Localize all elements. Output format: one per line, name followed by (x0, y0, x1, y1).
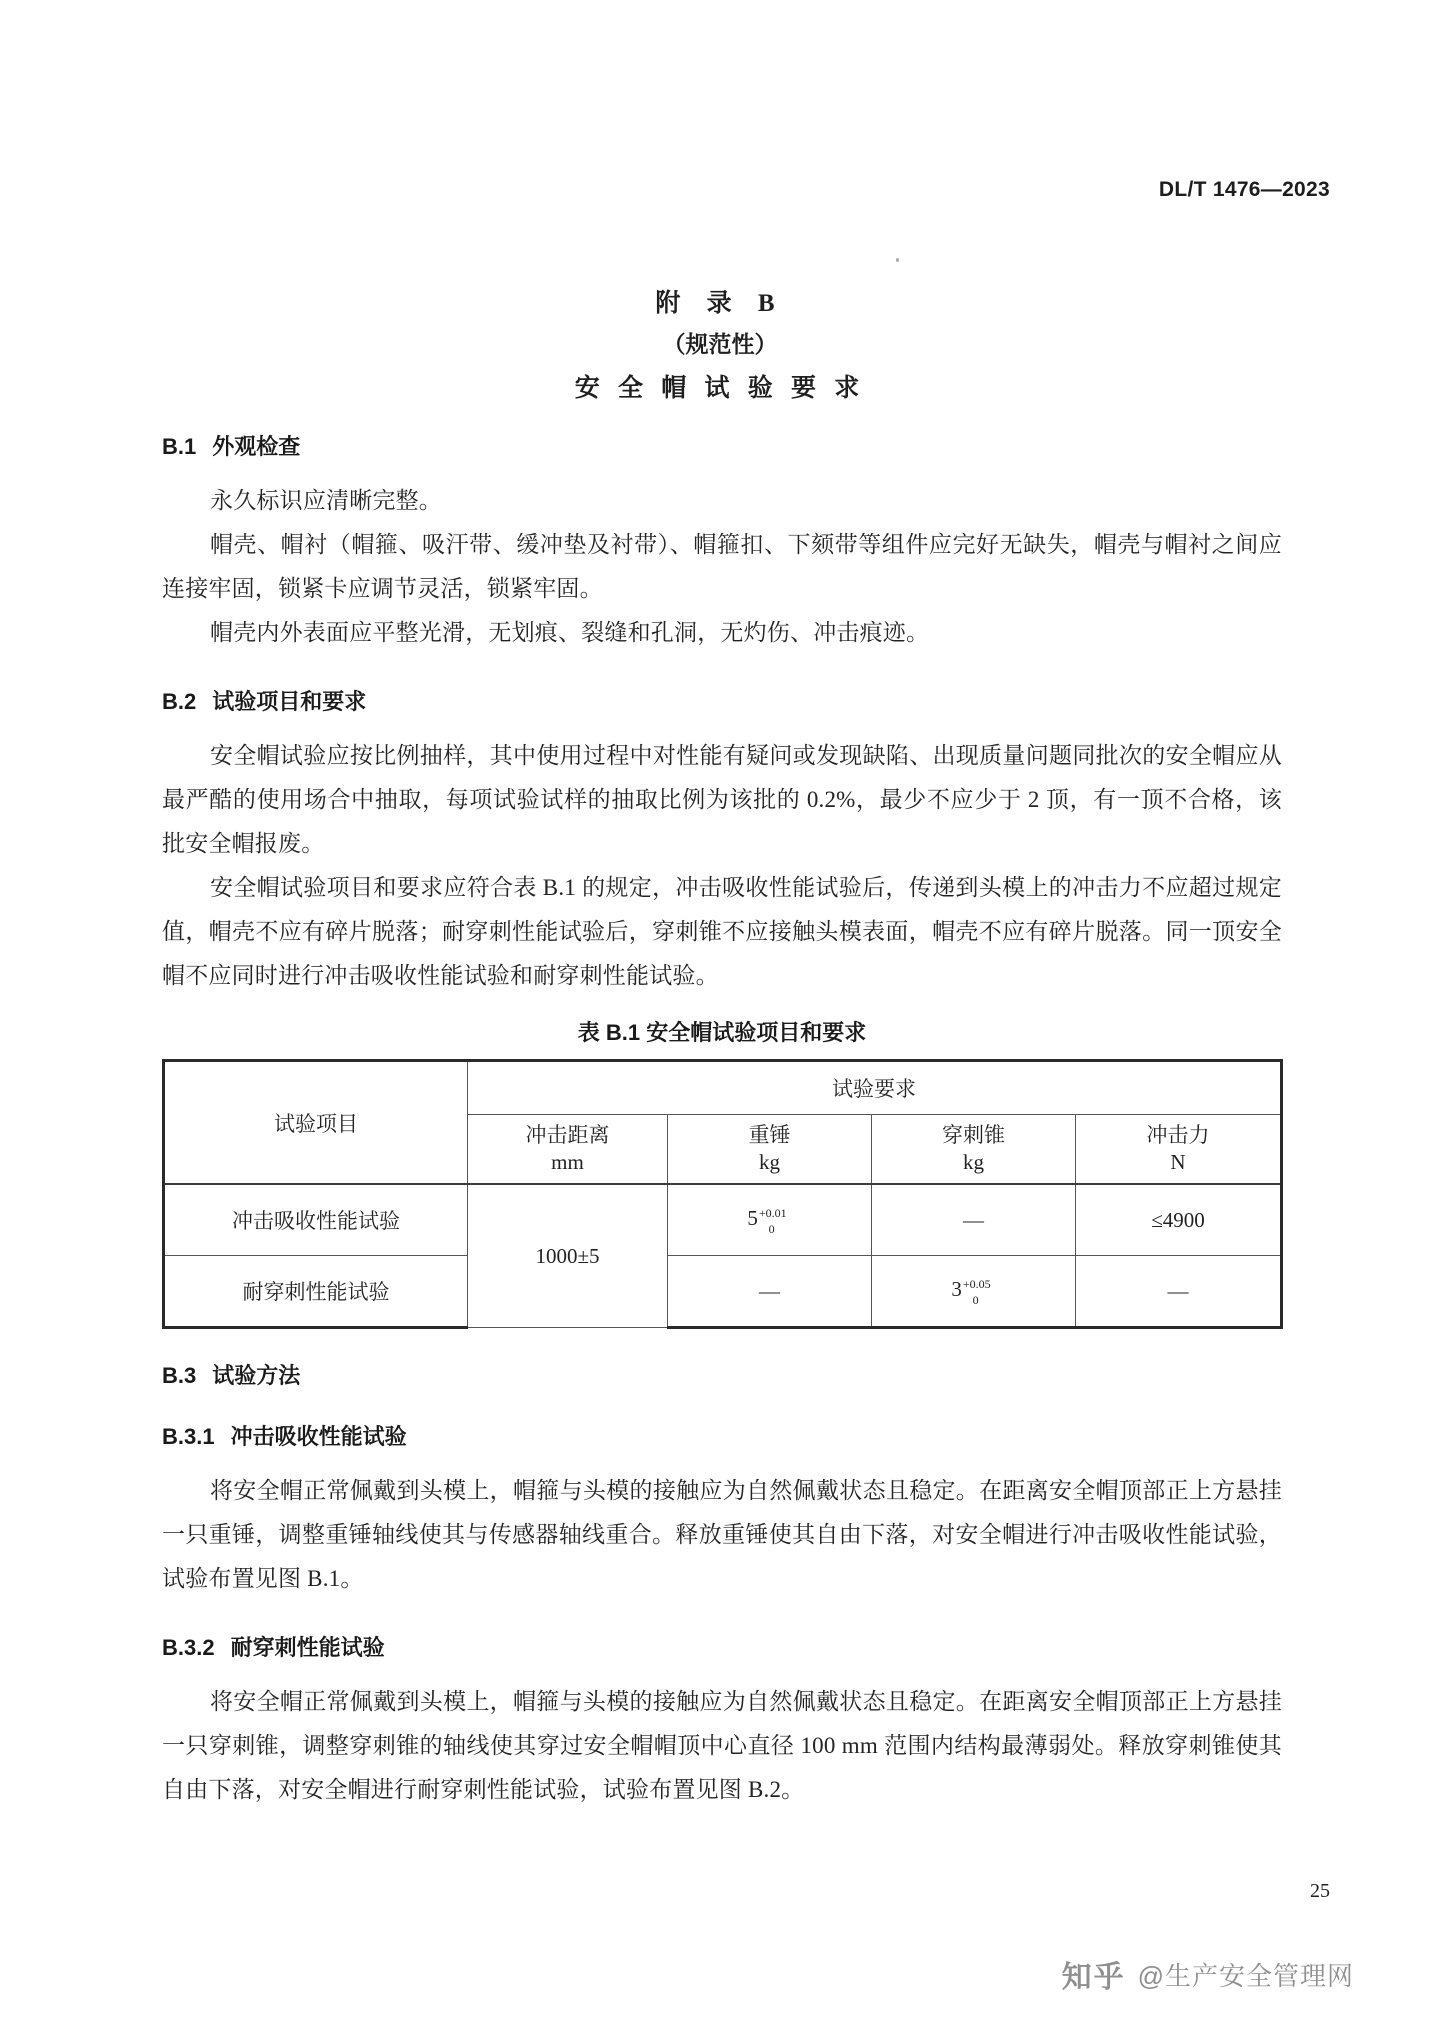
col-distance-name: 冲击距离 (525, 1123, 610, 1147)
annex-title: 附 录 B (655, 290, 785, 317)
row1-hammer-sup: +0.01 (758, 1205, 787, 1220)
row2-item: 耐穿刺性能试验 (164, 1256, 468, 1328)
clause-title-b1: 外观检查 (212, 434, 301, 459)
zhihu-logo-icon: 知乎 (1061, 1961, 1126, 1994)
col-hammer-name: 重锤 (748, 1123, 791, 1147)
paragraph-b32-1: 将安全帽正常佩戴到头模上，帽箍与头模的接触应为自然佩戴状态且稳定。在距离安全帽顶部正上方悬挂一只穿刺锥，调整穿刺锥的轴线使其穿过安全帽帽顶中心直径 100 mm 范围内结构最薄弱处。释放穿刺锥使其自由下落，对安全帽进行耐穿刺性能试验，试验布置见图 B.2。 (162, 1689, 1282, 1802)
clause-heading-b32 (162, 1631, 1282, 1662)
col-hammer-unit: kg (759, 1150, 780, 1174)
annex-name: 安 全 帽 试 验 要 求 (574, 375, 866, 402)
table-header-col-distance (468, 1115, 668, 1185)
clause-number-b3: B.3 (162, 1363, 197, 1388)
clause-heading-b3 (162, 1359, 1282, 1390)
col-force-name: 冲击力 (1146, 1123, 1210, 1147)
table-caption: 表 B.1 安全帽试验项目和要求 (577, 1020, 867, 1045)
clause-title-b32: 耐穿刺性能试验 (230, 1635, 385, 1660)
table-header-requirement: 试验要求 (468, 1061, 1282, 1115)
row2-hammer: — (668, 1256, 872, 1328)
clause-number-b2: B.2 (162, 689, 197, 714)
row1-hammer (668, 1184, 872, 1256)
table-header-col-cone (872, 1115, 1076, 1185)
table-header-col-hammer (668, 1115, 872, 1185)
paragraph-b1-2: 帽壳、帽衬（帽箍、吸汗带、缓冲垫及衬带）、帽箍扣、下颏带等组件应完好无缺失，帽壳与帽衬之间应连接牢固，锁紧卡应调节灵活，锁紧牢固。 (162, 532, 1282, 601)
clause-heading-b2 (162, 685, 1282, 716)
row2-force: — (1076, 1256, 1282, 1328)
row2-cone-sub: 0 (972, 1293, 979, 1308)
col-distance-unit: mm (551, 1150, 584, 1174)
document-body (162, 430, 1282, 1812)
clause-number-b32: B.3.2 (162, 1635, 215, 1660)
row1-distance: 1000±5 (468, 1184, 668, 1328)
row1-cone: — (872, 1184, 1076, 1256)
running-header-standard-code: DL/T 1476—2023 (1158, 178, 1330, 201)
clause-heading-b31 (162, 1420, 1282, 1451)
clause-number-b1: B.1 (162, 434, 197, 459)
row1-item: 冲击吸收性能试验 (164, 1184, 468, 1256)
clause-heading-b1 (162, 430, 1282, 461)
clause-title-b31: 冲击吸收性能试验 (230, 1424, 407, 1449)
row1-hammer-base: 5 (747, 1205, 758, 1230)
paragraph-b2-2: 安全帽试验项目和要求应符合表 B.1 的规定，冲击吸收性能试验后，传递到头模上的冲击力不应超过规定值，帽壳不应有碎片脱落；耐穿刺性能试验后，穿刺锥不应接触头模表面，帽壳不应有碎片脱落。同一顶安全帽不应同时进行冲击吸收性能试验和耐穿刺性能试验。 (162, 875, 1282, 988)
table-b1 (162, 1059, 1283, 1329)
row1-hammer-value (747, 1205, 791, 1237)
row1-hammer-sub: 0 (768, 1222, 775, 1237)
clause-number-b31: B.3.1 (162, 1424, 215, 1449)
col-force-unit: N (1170, 1150, 1186, 1174)
table-row (164, 1256, 1282, 1328)
paragraph-b1-3: 帽壳内外表面应平整光滑，无划痕、裂缝和孔洞，无灼伤、冲击痕迹。 (210, 620, 930, 645)
paragraph-b1-1: 永久标识应清晰完整。 (210, 488, 442, 513)
row2-cone-value (951, 1276, 995, 1308)
col-cone-name: 穿刺锥 (942, 1123, 1005, 1147)
col-cone-unit: kg (963, 1150, 984, 1174)
clause-title-b2: 试验项目和要求 (212, 689, 367, 714)
scan-speck-artifact (896, 258, 899, 262)
table-header-col-force (1076, 1115, 1282, 1185)
annex-subtitle: （规范性） (662, 332, 778, 357)
paragraph-b2-1: 安全帽试验应按比例抽样，其中使用过程中对性能有疑问或发现缺陷、出现质量问题同批次的安全帽应从最严酷的使用场合中抽取，每项试验试样的抽取比例为该批的 0.2%，最少不应少于 2 顶，有一顶不合格，该批安全帽报废。 (162, 743, 1282, 856)
watermark-account-name: @生产安全管理网 (1137, 1960, 1354, 1991)
row2-cone-base: 3 (951, 1276, 962, 1301)
watermark (1062, 1952, 1354, 1996)
row1-force: ≤4900 (1076, 1184, 1282, 1256)
page-number: 25 (1310, 1880, 1330, 1902)
clause-title-b3: 试验方法 (212, 1363, 301, 1388)
paragraph-b31-1: 将安全帽正常佩戴到头模上，帽箍与头模的接触应为自然佩戴状态且稳定。在距离安全帽顶部正上方悬挂一只重锤，调整重锤轴线使其与传感器轴线重合。释放重锤使其自由下落，对安全帽进行冲击吸收性能试验，试验布置见图 B.1。 (162, 1478, 1282, 1591)
table-header-row-top (164, 1061, 1282, 1115)
row2-cone-sup: +0.05 (962, 1276, 991, 1291)
table-row (164, 1184, 1282, 1256)
table-header-item: 试验项目 (164, 1061, 468, 1185)
row2-cone (872, 1256, 1076, 1328)
